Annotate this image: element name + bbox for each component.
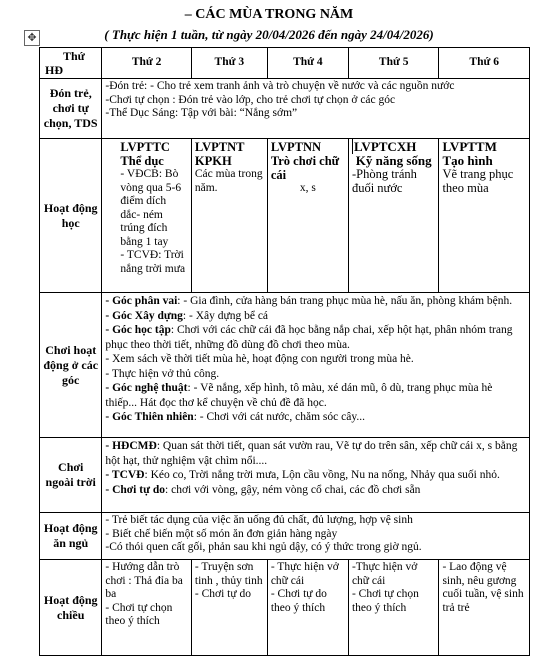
list-item: - TCVĐ: Kéo co, Trời nắng trời mưa, Lộn cầu vồng, Nu na nống, Nhảy qua suối nhỏ.: [105, 469, 500, 481]
list-item: - Góc Xây dựng: - Xây dựng bể cá: [105, 309, 269, 322]
activity-code: LVPTNN: [270, 140, 322, 154]
afternoon-item: - Chơi tự chọn theo ý thích: [105, 601, 173, 627]
outdoor-cell: [102, 438, 530, 513]
list-item: - Góc phân vai: - Gia đình, cửa hàng bán trang phục mùa hè, nấu ăn, phòng khám bệnh.: [105, 295, 513, 307]
activity-subject: Thể dục: [120, 154, 164, 168]
activity-cell: [102, 139, 191, 293]
corners-cell: [102, 293, 530, 438]
welcome-line: -Đón trẻ: - Cho trẻ xem tranh ảnh và trò chuyện về nước và các nguồn nước: [105, 80, 455, 92]
list-item: - Biết chế biến một số món ăn đơn giản hàng ngày: [105, 527, 338, 540]
afternoon-cell: [348, 560, 439, 656]
welcome-cell: [102, 79, 530, 139]
afternoon-cell: [439, 560, 530, 656]
corner-cell: [40, 48, 102, 79]
activity-code: LVPTCXH: [353, 139, 417, 154]
table-row: [40, 293, 530, 438]
row-head: Hoạt động chiều: [40, 560, 102, 656]
activity-cell: [439, 139, 530, 293]
table-row: [40, 513, 530, 560]
activity-content: x, s: [299, 182, 316, 194]
afternoon-item: - Chơi tự do theo ý thích: [270, 588, 327, 614]
activity-content: Vẽ trang phục theo mùa: [442, 167, 514, 195]
afternoon-item: - Chơi tự chọn theo ý thích: [351, 588, 419, 614]
welcome-line: -Thể Dục Sáng: Tập với bài: “Nắng sớm”: [105, 107, 298, 119]
row-head: Hoạt động học: [40, 139, 102, 293]
afternoon-cell: [267, 560, 348, 656]
row-head: Hoạt động ăn ngủ: [40, 513, 102, 560]
activity-subject: Kỹ năng sống: [355, 153, 432, 168]
activity-content: - TCVĐ: Trời nắng trời mưa: [120, 249, 186, 275]
table-row: [40, 560, 530, 656]
list-item: - Trẻ biết tác dụng của việc ăn uống đủ chất, đủ lượng, hợp vệ sinh: [105, 514, 413, 526]
afternoon-item: -Thực hiện vở chữ cái: [351, 561, 418, 587]
row-head: Chơi hoạt động ở các góc: [40, 293, 102, 438]
day-header: Thứ 3: [191, 48, 267, 79]
afternoon-cell: [191, 560, 267, 656]
activity-code: LVPTNT: [194, 140, 245, 154]
page-subtitle: ( Thực hiện 1 tuần, từ ngày 20/04/2026 đến ngày 24/04/2026): [104, 27, 434, 42]
activity-cell: [267, 139, 348, 293]
list-item: -Có thói quen cất gối, phản sau khi ngủ dậy, có ý thức trong giờ ngủ.: [105, 541, 422, 553]
activity-content: Các mùa trong năm.: [194, 168, 263, 194]
move-icon[interactable]: ✥: [24, 30, 40, 46]
activity-cell: [348, 139, 439, 293]
activity-subject: KPKH: [194, 154, 232, 168]
activity-content: -Phòng tránh đuối nước: [351, 167, 417, 195]
page-title: – CÁC MÙA TRONG NĂM: [184, 7, 354, 22]
corner-top: Thứ: [63, 49, 85, 63]
afternoon-item: - Lao động vệ sinh, nêu gương cuối tuần, vệ sinh trả trẻ: [442, 561, 524, 614]
afternoon-cell: [102, 560, 191, 656]
header-row: [40, 48, 530, 79]
day-header: Thứ 4: [267, 48, 348, 79]
corner-bottom: HĐ: [45, 63, 63, 77]
afternoon-item: - Thực hiện vở chữ cái: [270, 561, 339, 587]
schedule-table: [39, 47, 530, 656]
table-row: [40, 438, 530, 513]
meal-cell: [102, 513, 530, 560]
activity-code: LVPTTC: [120, 140, 170, 154]
list-item: - Chơi tự do: chơi với vòng, gậy, ném vòng cổ chai, các đồ chơi sẵn: [105, 483, 421, 496]
row-head: Đón trẻ, chơi tự chọn, TDS: [40, 79, 102, 139]
list-item: - Góc Thiên nhiên: - Chơi với cát nước, chăm sóc cây...: [105, 411, 365, 423]
day-header: Thứ 5: [348, 48, 439, 79]
list-item: - Xem sách về thời tiết mùa hè, hoạt động con người trong mùa hè.: [105, 353, 414, 365]
activity-code: LVPTTM: [442, 139, 497, 154]
afternoon-item: - Chơi tự do: [194, 588, 251, 600]
day-header: Thứ 6: [439, 48, 530, 79]
day-header: Thứ 2: [102, 48, 191, 79]
row-head: Chơi ngoài trời: [40, 438, 102, 513]
table-row: [40, 79, 530, 139]
activity-content: - VĐCB: Bò vòng qua 5-6 điểm dích dắc- ném trúng đích bằng 1 tay: [120, 168, 182, 248]
table-row: [40, 139, 530, 293]
activity-subject: Trò chơi chữ cái: [270, 154, 340, 182]
activity-subject: Tạo hình: [442, 153, 493, 168]
activity-cell: [191, 139, 267, 293]
afternoon-item: - Truyện sơn tinh , thủy tinh: [194, 561, 263, 587]
welcome-line: -Chơi tự chọn : Đón trẻ vào lớp, cho trẻ chơi tự chọn ở các góc: [105, 93, 396, 106]
afternoon-item: - Hướng dẫn trò chơi : Thả đỉa ba ba: [105, 561, 183, 600]
list-item: - HĐCMĐ: Quan sát thời tiết, quan sát vườn rau, Vẽ tự do trên sân, xếp chữ cái x, s bằng hột hạt, thử nghiệm vật chìm nổi....: [105, 440, 518, 467]
list-item: - Thực hiện vở thủ công.: [105, 367, 220, 380]
list-item: - Góc nghệ thuật: - Vẽ nắng, xếp hình, tô màu, xé dán mũ, ô dù, trang phục mùa hè thiếp... Hát đọc thơ kể chuyện về chủ đề đã học.: [105, 382, 493, 409]
list-item: - Góc học tập: Chơi với các chữ cái đã học bằng nắp chai, xếp hột hạt, phân nhóm trang phục theo thời tiết, những đồ dùng đồ chơi theo mùa.: [105, 324, 513, 351]
